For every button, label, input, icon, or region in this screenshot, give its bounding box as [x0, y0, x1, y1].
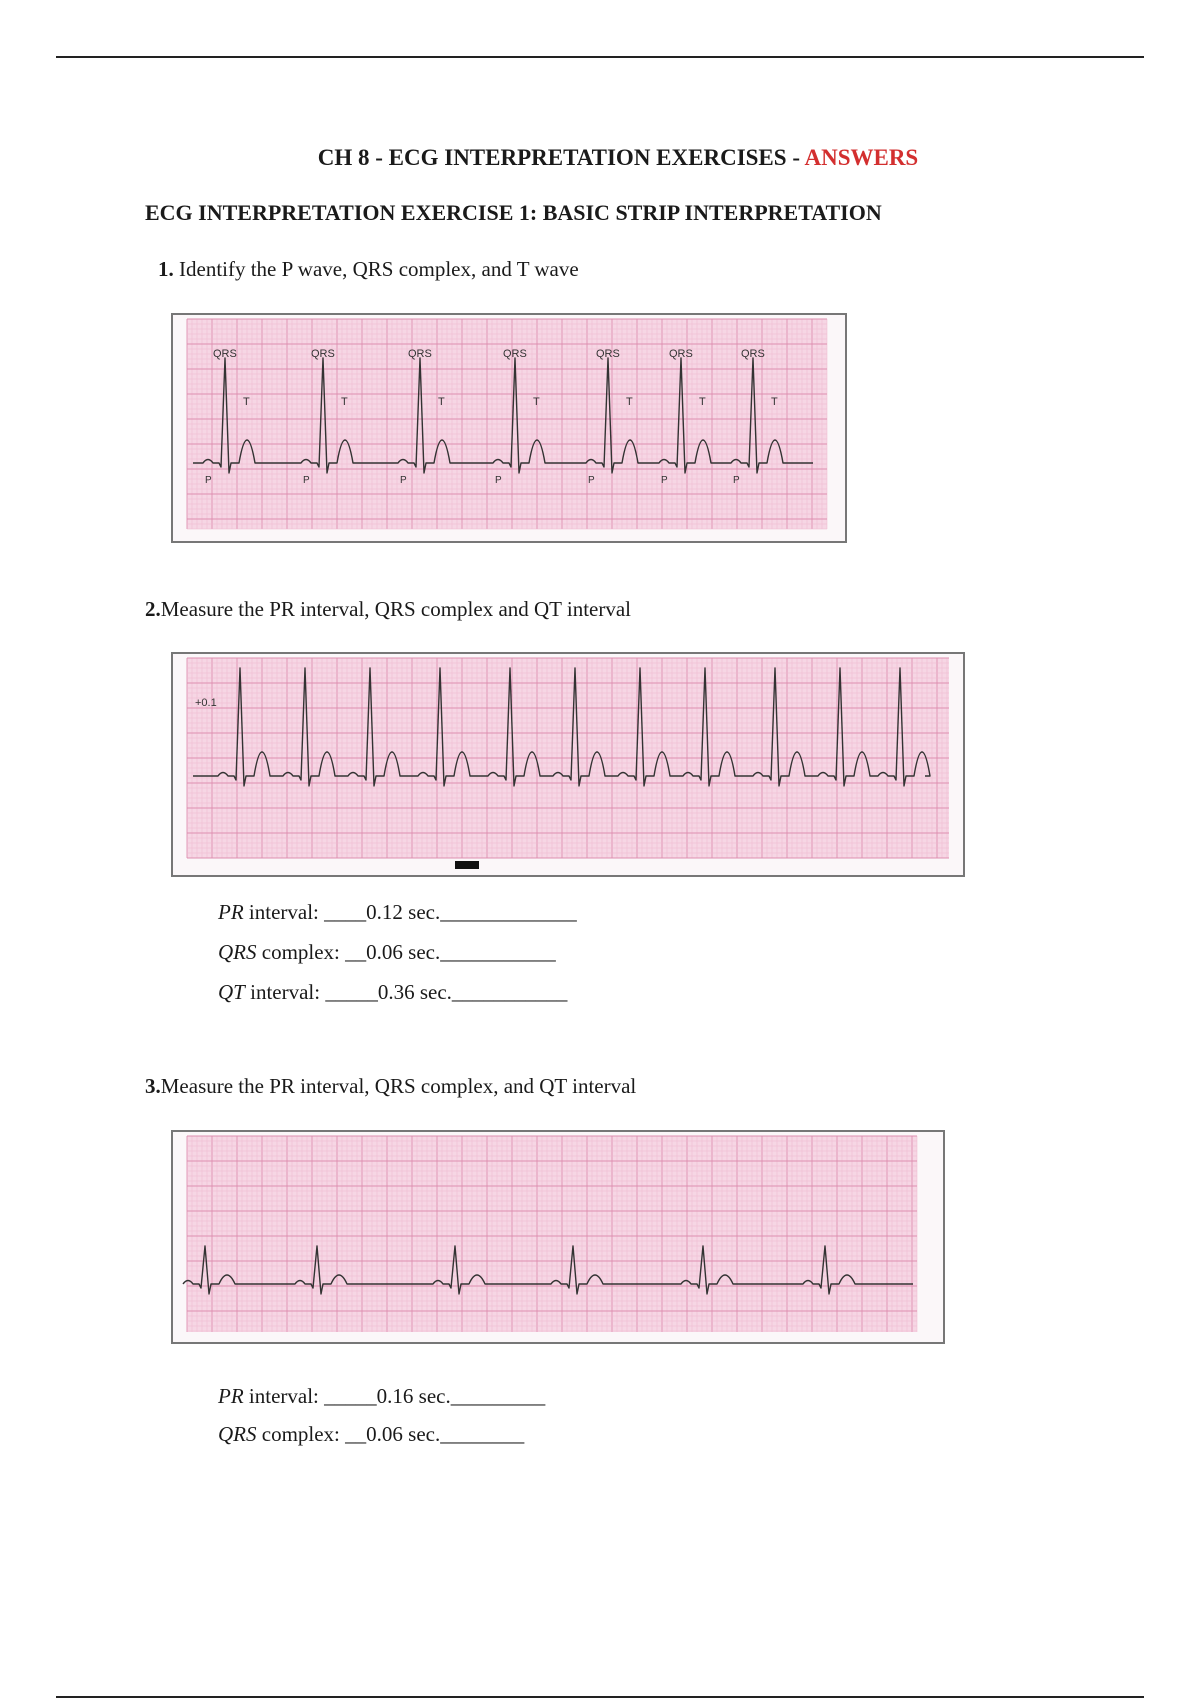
- t-label: T: [626, 396, 633, 408]
- t-label: T: [341, 396, 348, 408]
- p-label: P: [495, 475, 502, 486]
- question-2: 2.Measure the PR interval, QRS complex and QT interval: [145, 597, 632, 621]
- question-1: 1. Identify the P wave, QRS complex, and T wave: [158, 257, 579, 281]
- t-label: T: [699, 396, 706, 408]
- ecg-strip-2-graph: [173, 654, 963, 875]
- ecg-strip-1: [171, 313, 847, 543]
- answers-label: ANSWERS: [804, 145, 919, 170]
- p-label: P: [733, 475, 740, 486]
- t-label: T: [771, 396, 778, 408]
- ecg-strip-3: [171, 1130, 945, 1344]
- answer-qt-interval-2: QT interval: _____0.36 sec.___________: [218, 980, 568, 1004]
- strip-marker-bar: [455, 861, 479, 869]
- exercise-heading: ECG INTERPRETATION EXERCISE 1: BASIC STRIP INTERPRETATION: [145, 200, 882, 225]
- qrs-label: QRS: [503, 348, 527, 360]
- bottom-rule: [56, 1696, 1144, 1698]
- t-label: T: [438, 396, 445, 408]
- qrs-label: QRS: [741, 348, 765, 360]
- question-3: 3.Measure the PR interval, QRS complex, and QT interval: [145, 1074, 637, 1098]
- document-title: CH 8 - ECG INTERPRETATION EXERCISES - ANSWERS: [317, 145, 919, 170]
- t-label: T: [533, 396, 540, 408]
- answer-qrs-complex-2: QRS complex: __0.06 sec.___________: [218, 940, 556, 964]
- ecg-strip-1-graph: [173, 315, 845, 541]
- qrs-label: QRS: [408, 348, 432, 360]
- qrs-label: QRS: [311, 348, 335, 360]
- answer-pr-interval-3: PR interval: _____0.16 sec._________: [218, 1384, 546, 1408]
- p-label: P: [205, 475, 212, 486]
- ecg-strip-3-graph: [173, 1132, 943, 1342]
- qrs-label: QRS: [596, 348, 620, 360]
- answer-qrs-complex-3: QRS complex: __0.06 sec.________: [218, 1422, 525, 1446]
- answer-pr-interval-2: PR interval: ____0.12 sec._____________: [218, 900, 577, 924]
- ecg-strip-2: [171, 652, 965, 877]
- qrs-label: QRS: [669, 348, 693, 360]
- strip-marker-label: +0.1: [195, 697, 217, 709]
- p-label: P: [400, 475, 407, 486]
- qrs-label: QRS: [213, 348, 237, 360]
- top-rule: [56, 56, 1144, 58]
- p-label: P: [588, 475, 595, 486]
- p-label: P: [303, 475, 310, 486]
- p-label: P: [661, 475, 668, 486]
- t-label: T: [243, 396, 250, 408]
